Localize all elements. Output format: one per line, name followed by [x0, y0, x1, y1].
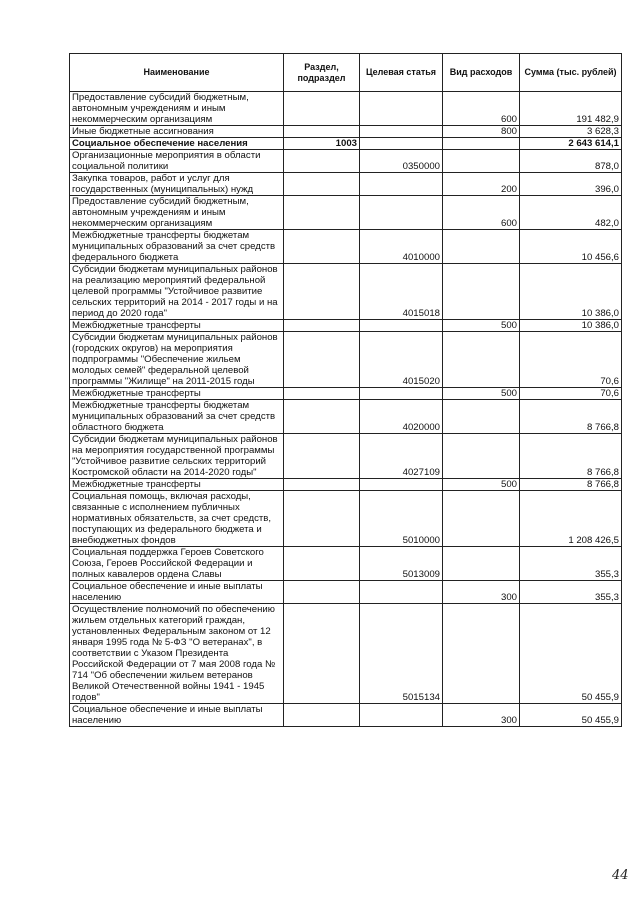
cell-article	[360, 126, 443, 138]
cell-article: 4010000	[360, 230, 443, 264]
cell-section	[284, 479, 360, 491]
cell-name: Межбюджетные трансферты	[70, 320, 284, 332]
cell-sum: 70,6	[520, 332, 622, 388]
table-row	[70, 196, 622, 230]
cell-section	[284, 547, 360, 581]
table-row	[70, 264, 622, 320]
cell-section	[284, 388, 360, 400]
cell-section	[284, 126, 360, 138]
table-row	[70, 138, 622, 150]
header-sum: Сумма (тыс. рублей)	[520, 54, 622, 92]
cell-expense	[443, 491, 520, 547]
cell-sum: 396,0	[520, 173, 622, 196]
cell-section	[284, 173, 360, 196]
cell-article	[360, 138, 443, 150]
cell-name: Социальное обеспечение населения	[70, 138, 284, 150]
cell-sum: 355,3	[520, 547, 622, 581]
cell-expense: 500	[443, 479, 520, 491]
cell-name: Предоставление субсидий бюджетным, автономным учреждениям и иным некоммерческим организациям	[70, 92, 284, 126]
cell-name: Субсидии бюджетам муниципальных районов на реализацию мероприятий федеральной целевой программы "Устойчивое развитие сельских территорий на 2014 - 2017 годы и на период до 2020 года"	[70, 264, 284, 320]
cell-name: Социальное обеспечение и иные выплаты населению	[70, 581, 284, 604]
cell-section	[284, 92, 360, 126]
cell-article: 5015134	[360, 604, 443, 704]
cell-sum: 2 643 614,1	[520, 138, 622, 150]
cell-expense: 300	[443, 704, 520, 727]
cell-sum: 10 386,0	[520, 264, 622, 320]
cell-name: Предоставление субсидий бюджетным, автономным учреждениям и иным некоммерческим организациям	[70, 196, 284, 230]
cell-expense: 600	[443, 196, 520, 230]
cell-expense	[443, 604, 520, 704]
header-article: Целевая статья	[360, 54, 443, 92]
cell-article	[360, 479, 443, 491]
cell-name: Осуществление полномочий по обеспечению жильем отдельных категорий граждан, установленных Федеральным законом от 12 января 1995 года № 5-ФЗ "О ветеранах", в соответствии с Указом Президента Российской Федерации от 7 мая 2008 года № 714 "Об обеспечении жильем ветеранов Великой Отечественной войны 1941 - 1945 годов"	[70, 604, 284, 704]
table-row	[70, 320, 622, 332]
cell-section	[284, 332, 360, 388]
cell-sum: 8 766,8	[520, 479, 622, 491]
table-row	[70, 434, 622, 479]
cell-name: Социальная поддержка Героев Советского Союза, Героев Российской Федерации и полных кавалеров ордена Славы	[70, 547, 284, 581]
cell-sum: 482,0	[520, 196, 622, 230]
cell-expense	[443, 230, 520, 264]
table-row	[70, 547, 622, 581]
cell-article: 4015018	[360, 264, 443, 320]
cell-sum: 8 766,8	[520, 400, 622, 434]
cell-section	[284, 150, 360, 173]
cell-sum: 70,6	[520, 388, 622, 400]
cell-sum: 50 455,9	[520, 704, 622, 727]
cell-section	[284, 704, 360, 727]
cell-name: Субсидии бюджетам муниципальных районов на мероприятия государственной программы "Устойчивое развитие сельских территорий Костромской области на 2014-2020 годы"	[70, 434, 284, 479]
cell-section	[284, 434, 360, 479]
cell-expense	[443, 400, 520, 434]
cell-article: 4015020	[360, 332, 443, 388]
cell-name: Субсидии бюджетам муниципальных районов (городских округов) на мероприятия подпрограммы "Обеспечение жильем молодых семей" федеральной целевой программы "Жилище" на 2011-2015 годы	[70, 332, 284, 388]
table-row	[70, 173, 622, 196]
cell-article	[360, 196, 443, 230]
cell-expense	[443, 332, 520, 388]
cell-expense: 500	[443, 388, 520, 400]
table-row	[70, 332, 622, 388]
table-body	[70, 92, 622, 727]
table-row	[70, 604, 622, 704]
cell-section	[284, 400, 360, 434]
cell-name: Иные бюджетные ассигнования	[70, 126, 284, 138]
cell-expense	[443, 138, 520, 150]
table-row	[70, 388, 622, 400]
page-number: 44	[612, 868, 629, 883]
table-row	[70, 92, 622, 126]
cell-name: Закупка товаров, работ и услуг для государственных (муниципальных) нужд	[70, 173, 284, 196]
cell-sum: 50 455,9	[520, 604, 622, 704]
table-row	[70, 491, 622, 547]
cell-section	[284, 604, 360, 704]
cell-sum: 8 766,8	[520, 434, 622, 479]
cell-name: Организационные мероприятия в области социальной политики	[70, 150, 284, 173]
budget-table	[69, 53, 622, 727]
cell-section: 1003	[284, 138, 360, 150]
cell-article	[360, 92, 443, 126]
table-row	[70, 400, 622, 434]
cell-section	[284, 230, 360, 264]
cell-sum: 1 208 426,5	[520, 491, 622, 547]
cell-expense	[443, 150, 520, 173]
cell-sum: 191 482,9	[520, 92, 622, 126]
cell-article: 5010000	[360, 491, 443, 547]
cell-expense	[443, 264, 520, 320]
cell-article: 4027109	[360, 434, 443, 479]
cell-expense	[443, 547, 520, 581]
cell-name: Социальная помощь, включая расходы, связанные с исполнением публичных нормативных обязательств, за счет средств, поступающих из федерального бюджета и внебюджетных фондов	[70, 491, 284, 547]
cell-sum: 878,0	[520, 150, 622, 173]
cell-expense: 500	[443, 320, 520, 332]
cell-name: Социальное обеспечение и иные выплаты населению	[70, 704, 284, 727]
cell-sum: 10 456,6	[520, 230, 622, 264]
cell-section	[284, 581, 360, 604]
cell-expense: 300	[443, 581, 520, 604]
table-row	[70, 479, 622, 491]
cell-expense: 600	[443, 92, 520, 126]
cell-article	[360, 320, 443, 332]
cell-article: 4020000	[360, 400, 443, 434]
cell-article	[360, 388, 443, 400]
table-row	[70, 150, 622, 173]
cell-article	[360, 704, 443, 727]
cell-expense: 800	[443, 126, 520, 138]
cell-sum: 10 386,0	[520, 320, 622, 332]
cell-name: Межбюджетные трансферты бюджетам муниципальных образований за счет средств федерального бюджета	[70, 230, 284, 264]
cell-section	[284, 491, 360, 547]
table-row	[70, 704, 622, 727]
cell-sum: 3 628,3	[520, 126, 622, 138]
cell-article: 5013009	[360, 547, 443, 581]
cell-expense: 200	[443, 173, 520, 196]
table-row	[70, 230, 622, 264]
cell-name: Межбюджетные трансферты	[70, 479, 284, 491]
cell-name: Межбюджетные трансферты	[70, 388, 284, 400]
cell-article	[360, 173, 443, 196]
table-header-row	[70, 54, 622, 92]
table-row	[70, 126, 622, 138]
cell-article	[360, 581, 443, 604]
cell-section	[284, 196, 360, 230]
cell-name: Межбюджетные трансферты бюджетам муниципальных образований за счет средств областного бюджета	[70, 400, 284, 434]
cell-article: 0350000	[360, 150, 443, 173]
cell-section	[284, 320, 360, 332]
header-expense: Вид расходов	[443, 54, 520, 92]
cell-section	[284, 264, 360, 320]
header-name: Наименование	[70, 54, 284, 92]
cell-sum: 355,3	[520, 581, 622, 604]
cell-expense	[443, 434, 520, 479]
table-row	[70, 581, 622, 604]
header-section: Раздел, подраздел	[284, 54, 360, 92]
